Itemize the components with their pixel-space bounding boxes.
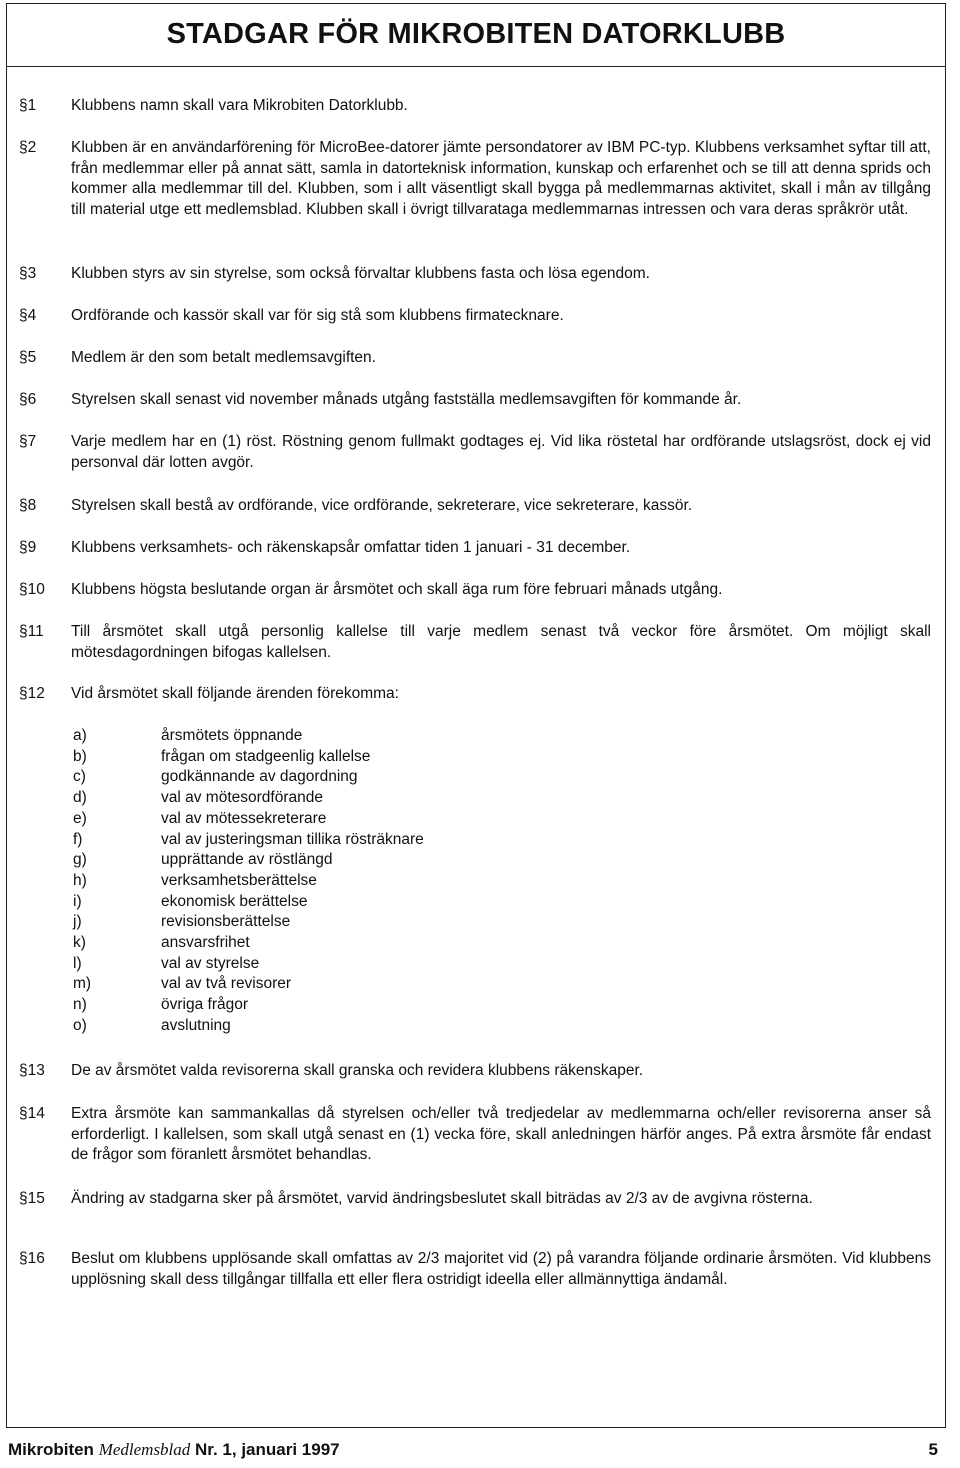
list-item	[73, 974, 424, 995]
paragraph-1	[7, 96, 945, 117]
list-item-letter: n)	[73, 996, 87, 1014]
paragraph-text: Klubbens verksamhets- och räkenskapsår omfattar tiden 1 januari - 31 december.	[71, 539, 631, 556]
title-divider	[7, 66, 945, 67]
paragraph-text: Beslut om klubbens upplösande skall omfattas av 2/3 majoritet vid (2) på varandra följande ordinarie årsmöten. Vid klubbens upplösning skall dess tillgångar tillfalla ett eller flera ostridigt ideella eller allmännyttiga ändamål.	[71, 1250, 931, 1288]
paragraph-number: §6	[19, 391, 37, 408]
paragraph-text: Klubben är en användarförening för MicroBee-datorer jämte persondatorer av IBM PC-typ. Klubbens verksamhet syftar till att, från medlemmar eller på annat sätt, samla in datorteknisk information, kunskap och erfarenhet och se till att denna sprids och kommer alla medlemmar till del. Klubben, som i allt väsentligt skall bygga på medlemmarnas aktivitet, skall i mån av tillgång till material utge ett medlemsblad. Klubben skall i övrigt tillvarataga medlemmarnas intressen och vara deras språkrör utåt.	[71, 139, 931, 219]
list-item	[73, 850, 424, 871]
paragraph-number: §1	[19, 97, 37, 114]
agenda-list	[73, 726, 424, 1037]
list-item-letter: e)	[73, 809, 87, 827]
list-item-text: ansvarsfrihet	[161, 934, 250, 952]
list-item-text: val av styrelse	[161, 954, 260, 972]
list-item-text: val av justeringsman tillika rösträknare	[161, 830, 424, 848]
paragraph-text: Klubbens namn skall vara Mikrobiten Datorklubb.	[71, 97, 408, 114]
paragraph-text: Klubben styrs av sin styrelse, som också förvaltar klubbens fasta och lösa egendom.	[71, 265, 650, 282]
paragraph-15	[7, 1189, 945, 1210]
paragraph-number: §13	[19, 1062, 45, 1079]
list-item-letter: k)	[73, 934, 86, 952]
paragraph-3	[7, 264, 945, 285]
paragraph-number: §2	[19, 139, 37, 156]
paragraph-12	[7, 684, 945, 705]
paragraph-2	[7, 138, 945, 221]
list-item	[73, 892, 424, 913]
paragraph-16	[7, 1249, 945, 1290]
paragraph-number: §14	[19, 1105, 45, 1122]
list-item-letter: j)	[73, 913, 82, 931]
paragraph-14	[7, 1104, 945, 1166]
paragraph-text: Till årsmötet skall utgå personlig kallelse till varje medlem senast två veckor före årsmötet. Om möjligt skall mötesdagordningen bifogas kallelsen.	[71, 623, 931, 661]
list-item-text: avslutning	[161, 1016, 231, 1034]
list-item-text: val av mötessekreterare	[161, 809, 327, 827]
list-item-text: godkännande av dagordning	[161, 768, 358, 786]
paragraph-number: §9	[19, 539, 37, 556]
paragraph-9	[7, 538, 945, 559]
paragraph-number: §16	[19, 1250, 45, 1267]
paragraph-text: Styrelsen skall bestå av ordförande, vice ordförande, sekreterare, vice sekreterare, kassör.	[71, 497, 693, 514]
paragraph-number: §3	[19, 265, 37, 282]
paragraph-number: §8	[19, 497, 37, 514]
list-item-letter: l)	[73, 954, 82, 972]
list-item-text: frågan om stadgeenlig kallelse	[161, 747, 371, 765]
paragraph-13	[7, 1061, 945, 1082]
list-item-text: verksamhetsberättelse	[161, 871, 317, 889]
issue-info: Nr. 1, januari 1997	[195, 1440, 340, 1459]
paragraph-text: Varje medlem har en (1) röst. Röstning genom fullmakt godtages ej. Vid lika röstetal har ordförande utslagsröst, dock ej vid personval där lotten avgör.	[71, 433, 931, 471]
paragraph-text: Styrelsen skall senast vid november månads utgång fastställa medlemsavgiften för kommande år.	[71, 391, 742, 408]
paragraph-text: Ändring av stadgarna sker på årsmötet, varvid ändringsbeslutet skall biträdas av 2/3 av de avgivna rösterna.	[71, 1190, 813, 1207]
list-item-text: revisionsberättelse	[161, 913, 291, 931]
page-footer	[8, 1440, 938, 1460]
list-item-letter: h)	[73, 871, 87, 889]
paragraph-11	[7, 622, 945, 663]
list-item-text: val av mötesordförande	[161, 789, 323, 807]
list-item-letter: o)	[73, 1016, 87, 1034]
paragraph-text: Medlem är den som betalt medlemsavgiften.	[71, 349, 376, 366]
list-item	[73, 871, 424, 892]
paragraph-number: §15	[19, 1190, 45, 1207]
paragraph-text: Vid årsmötet skall följande ärenden förekomma:	[71, 685, 399, 702]
list-item	[73, 809, 424, 830]
paragraph-number: §5	[19, 349, 37, 366]
list-item-text: ekonomisk berättelse	[161, 892, 308, 910]
page-number: 5	[928, 1440, 938, 1459]
list-item	[73, 767, 424, 788]
list-item-letter: c)	[73, 768, 86, 786]
list-item-text: årsmötets öppnande	[161, 727, 303, 744]
list-item-letter: f)	[73, 830, 83, 848]
list-item	[73, 788, 424, 809]
paragraph-number: §7	[19, 433, 37, 450]
publication-script-logo: Medlemsblad	[98, 1440, 191, 1459]
list-item-text: val av två revisorer	[161, 975, 292, 993]
paragraph-text: Extra årsmöte kan sammankallas då styrelsen och/eller två tredjedelar av medlemmarna och/eller revisorerna anser så erforderligt. I kallelsen, som skall utgå senast en (1) vecka före, skall anledningen härför anges. På extra årsmöte får endast de frågor som föranlett årsmötet behandlas.	[71, 1105, 931, 1164]
list-item-letter: b)	[73, 747, 87, 765]
publication-name: Mikrobiten	[8, 1440, 94, 1459]
list-item-letter: g)	[73, 851, 87, 869]
paragraph-4	[7, 306, 945, 327]
list-item-text: övriga frågor	[161, 996, 249, 1014]
paragraph-text: De av årsmötet valda revisorerna skall granska och revidera klubbens räkenskaper.	[71, 1062, 644, 1079]
paragraph-text: Klubbens högsta beslutande organ är årsmötet och skall äga rum före februari månads utgång.	[71, 581, 723, 598]
page-title: STADGAR FÖR MIKROBITEN DATORKLUBB	[166, 18, 786, 50]
list-item	[73, 1016, 424, 1037]
list-item-letter: i)	[73, 892, 82, 910]
list-item	[73, 726, 424, 747]
list-item-text: upprättande av röstlängd	[161, 851, 333, 869]
list-item-letter: d)	[73, 789, 87, 807]
page-frame	[6, 3, 946, 1428]
paragraph-number: §10	[19, 581, 45, 598]
list-item-letter: a)	[73, 727, 87, 744]
list-item	[73, 747, 424, 768]
list-item	[73, 830, 424, 851]
list-item	[73, 954, 424, 975]
paragraph-6	[7, 390, 945, 411]
paragraph-5	[7, 348, 945, 369]
paragraph-10	[7, 580, 945, 601]
list-item	[73, 995, 424, 1016]
paragraph-number: §11	[19, 623, 44, 640]
paragraph-8	[7, 496, 945, 517]
paragraph-7	[7, 432, 945, 473]
list-item	[73, 933, 424, 954]
paragraph-number: §4	[19, 307, 37, 324]
list-item	[73, 912, 424, 933]
list-item-letter: m)	[73, 975, 92, 993]
paragraph-text: Ordförande och kassör skall var för sig stå som klubbens firmatecknare.	[71, 307, 564, 324]
footer-publication	[8, 1440, 340, 1460]
paragraph-number: §12	[19, 685, 45, 702]
